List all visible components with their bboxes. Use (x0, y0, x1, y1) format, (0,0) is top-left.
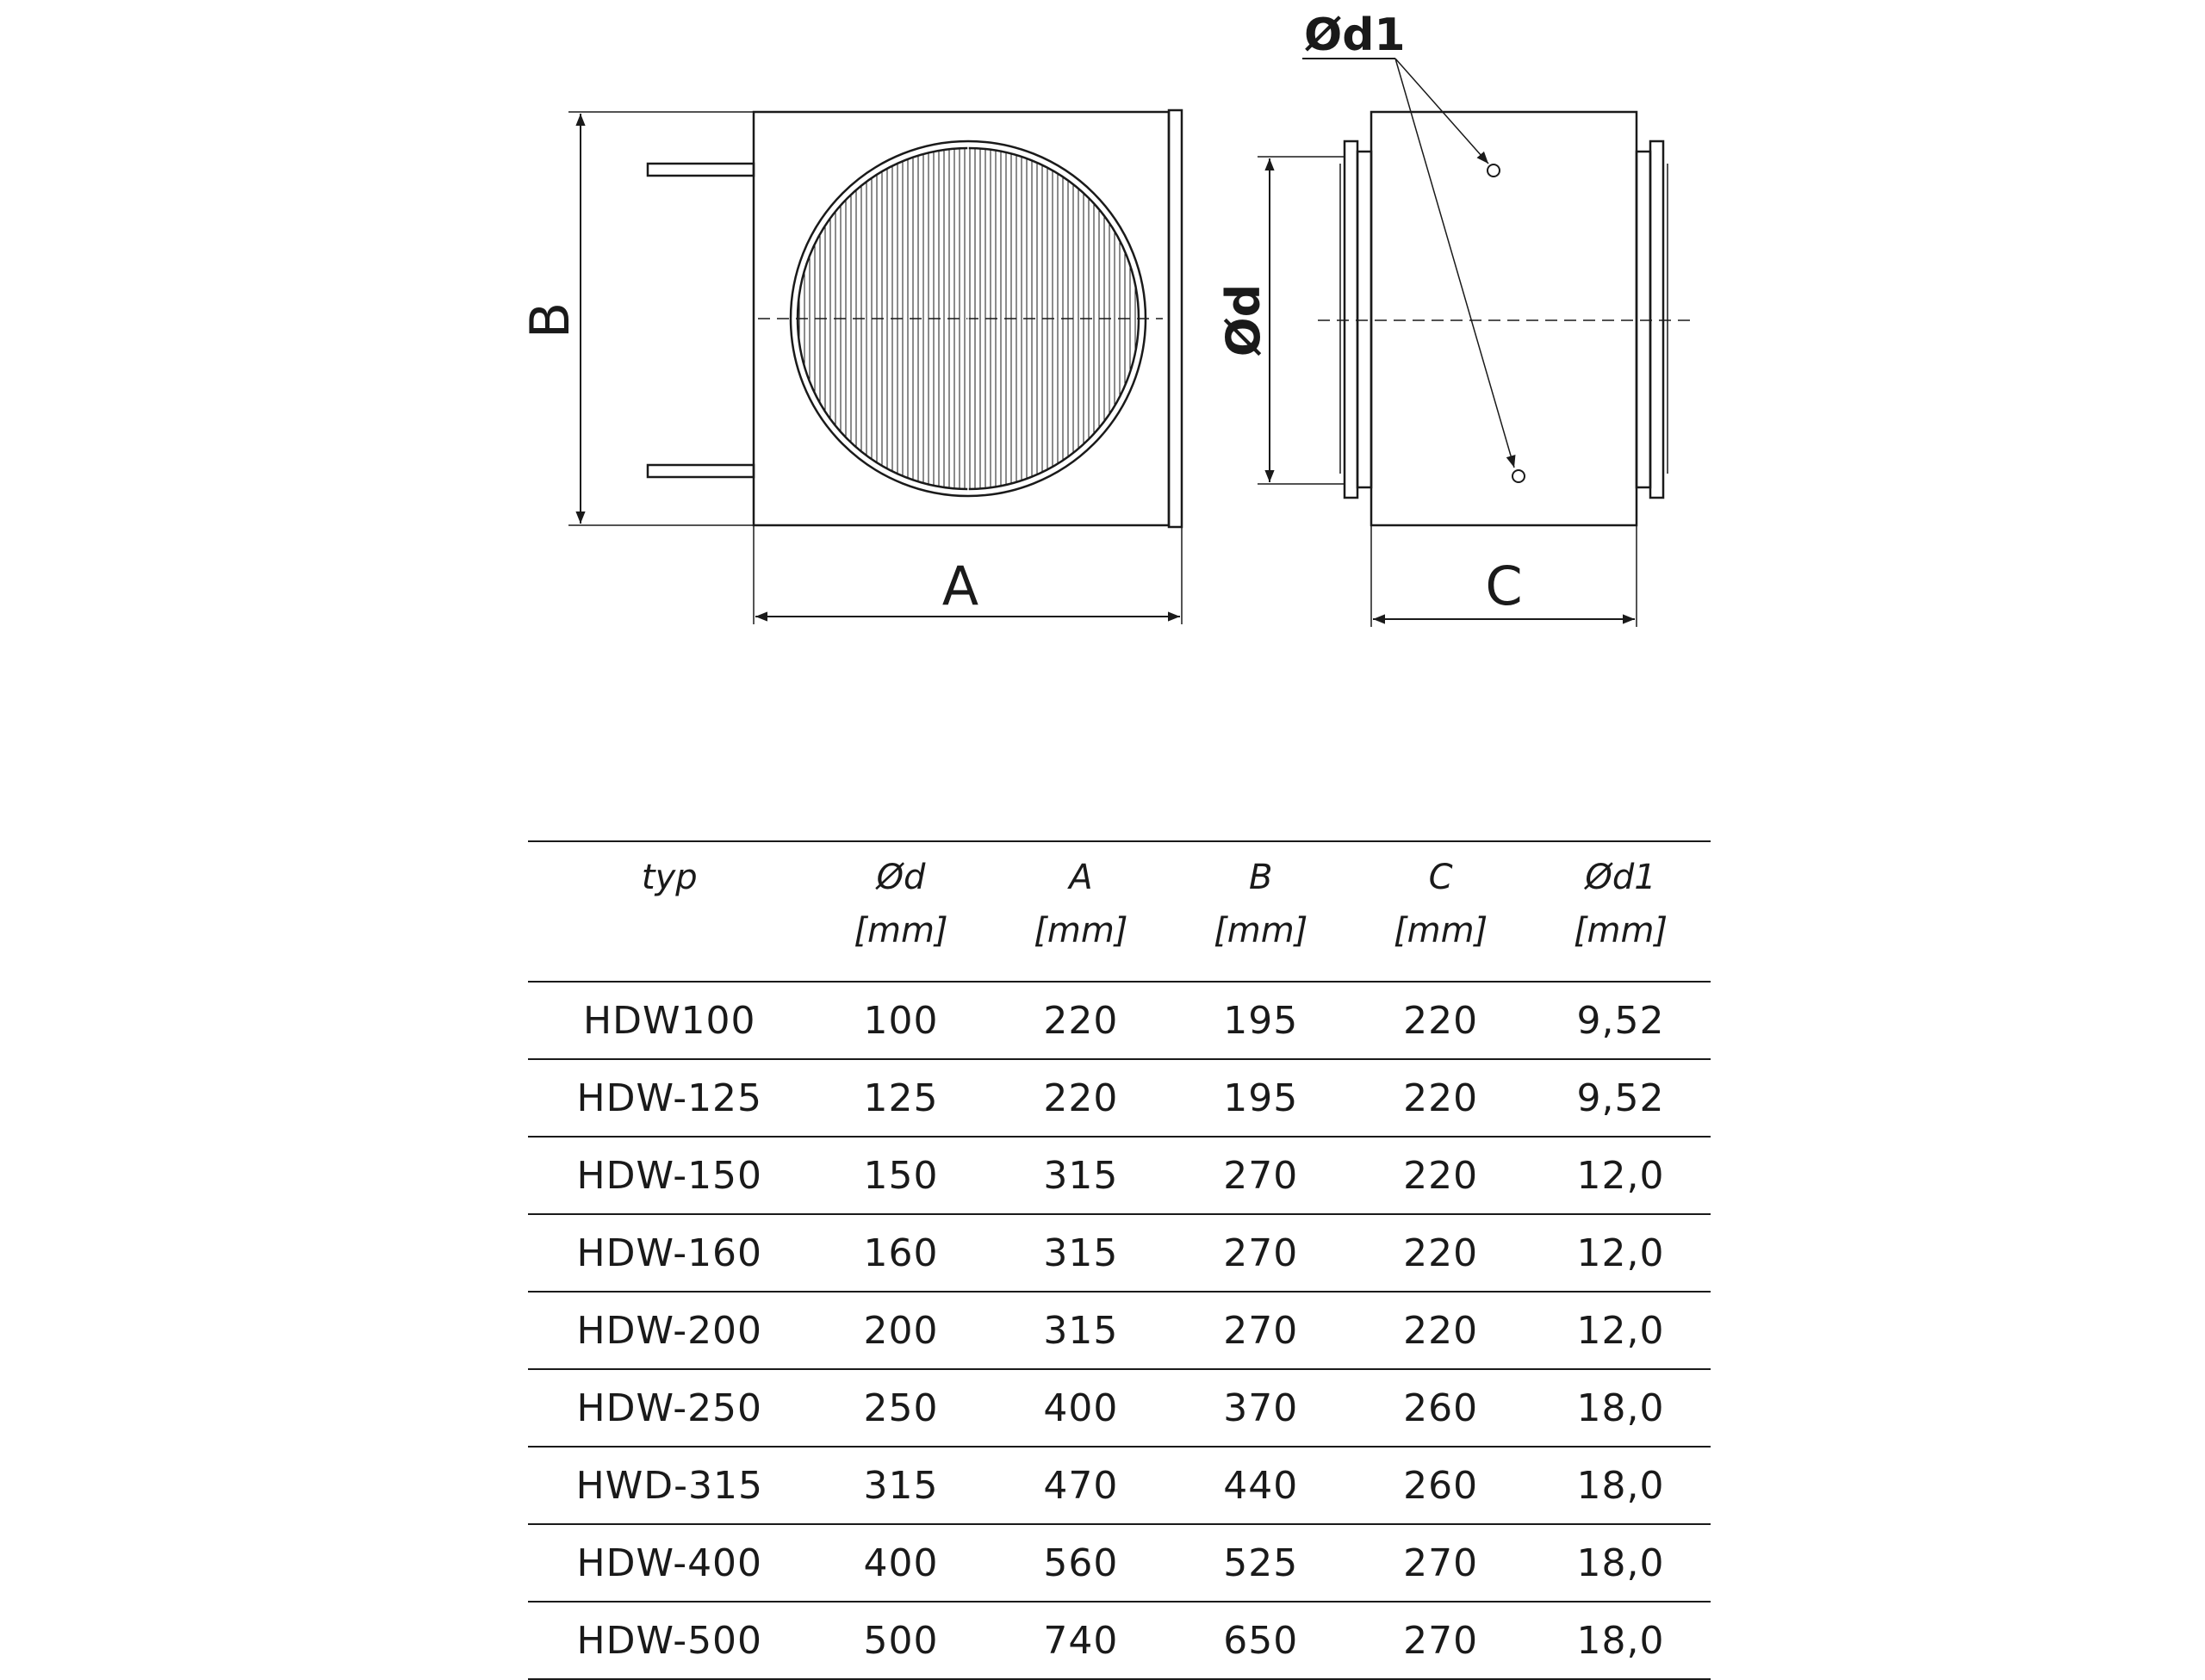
column-header-unit: [mm] (1573, 911, 1668, 951)
side-view (1258, 59, 1697, 627)
connection-port-lower (1512, 470, 1525, 482)
table-cell: 195 (1171, 982, 1351, 1059)
column-header (1351, 841, 1531, 982)
table-cell: 650 (1171, 1602, 1351, 1679)
table-row (528, 982, 1711, 1059)
table-cell: 160 (811, 1214, 991, 1292)
column-header-unit: [mm] (1394, 911, 1488, 951)
table-cell: 250 (811, 1369, 991, 1447)
front-flange (1169, 110, 1182, 527)
table-cell: 270 (1351, 1602, 1531, 1679)
table-cell: HDW-250 (528, 1369, 811, 1447)
column-header-name: B (1249, 858, 1273, 897)
column-header (1531, 841, 1711, 982)
table-cell: 260 (1351, 1369, 1531, 1447)
dimension-b-label: B (519, 301, 581, 339)
table-cell: 125 (811, 1059, 991, 1137)
table-cell: 18,0 (1531, 1602, 1711, 1679)
upper-pipe (648, 164, 754, 176)
table-cell: HDW-400 (528, 1524, 811, 1602)
table-cell: 525 (1171, 1524, 1351, 1602)
dimension-d1-label: Ød1 (1304, 9, 1406, 61)
table-cell: 370 (1171, 1369, 1351, 1447)
table-cell: 270 (1171, 1214, 1351, 1292)
specification-table (528, 840, 1711, 1680)
table-cell: 470 (991, 1447, 1171, 1524)
dimension-a-label: A (941, 555, 979, 617)
table-cell: 9,52 (1531, 982, 1711, 1059)
table-cell: 400 (811, 1524, 991, 1602)
table-cell: 740 (991, 1602, 1171, 1679)
column-header-unit: [mm] (1214, 911, 1308, 951)
table-cell: 220 (991, 982, 1171, 1059)
column-header (991, 841, 1171, 982)
table-cell: HDW-125 (528, 1059, 811, 1137)
table-cell: 270 (1351, 1524, 1531, 1602)
table-cell: 220 (1351, 1059, 1531, 1137)
table-cell: 560 (991, 1524, 1171, 1602)
table-cell: 315 (991, 1292, 1171, 1369)
table-cell: 270 (1171, 1137, 1351, 1214)
side-housing (1371, 112, 1637, 525)
column-header-name: C (1428, 858, 1453, 897)
table-cell: 400 (991, 1369, 1171, 1447)
table-row (528, 1137, 1711, 1214)
lower-pipe (648, 465, 754, 477)
column-header (1171, 841, 1351, 982)
table-row (528, 1447, 1711, 1524)
table-cell: 18,0 (1531, 1447, 1711, 1524)
table-row (528, 1602, 1711, 1679)
d1-leader-2 (1395, 59, 1514, 468)
column-header-name: Ød1 (1585, 858, 1656, 897)
table-cell: 18,0 (1531, 1369, 1711, 1447)
table-cell: HDW-160 (528, 1214, 811, 1292)
table-row (528, 1059, 1711, 1137)
table-cell: 150 (811, 1137, 991, 1214)
table-body (528, 982, 1711, 1679)
column-header-name: A (1069, 858, 1093, 897)
table-cell: 12,0 (1531, 1214, 1711, 1292)
table-row (528, 1524, 1711, 1602)
table-cell: HDW100 (528, 982, 811, 1059)
connection-port-upper (1488, 164, 1500, 177)
column-header (811, 841, 991, 982)
column-header-unit: [mm] (1034, 911, 1128, 951)
column-header-name: Ød (876, 858, 926, 897)
table-row (528, 1369, 1711, 1447)
table-row (528, 1214, 1711, 1292)
table-cell: 195 (1171, 1059, 1351, 1137)
table-cell: 315 (991, 1214, 1171, 1292)
table-cell: 315 (811, 1447, 991, 1524)
column-header-unit: [mm] (854, 911, 948, 951)
table-cell: HDW-150 (528, 1137, 811, 1214)
table-cell: 220 (991, 1059, 1171, 1137)
dimension-d-label: Ød (1216, 283, 1270, 357)
column-header (528, 841, 811, 982)
table-header-row (528, 841, 1711, 982)
technical-drawing (0, 0, 2205, 775)
table-cell: HDW-200 (528, 1292, 811, 1369)
table-cell: 200 (811, 1292, 991, 1369)
table-cell: HWD-315 (528, 1447, 811, 1524)
column-header-name: typ (641, 858, 698, 897)
table-cell: 500 (811, 1602, 991, 1679)
table-cell: HDW-500 (528, 1602, 811, 1679)
table-cell: 12,0 (1531, 1137, 1711, 1214)
table-cell: 220 (1351, 1214, 1531, 1292)
front-view (568, 110, 1182, 624)
table-cell: 315 (991, 1137, 1171, 1214)
table-cell: 100 (811, 982, 991, 1059)
table-cell: 220 (1351, 982, 1531, 1059)
table-cell: 9,52 (1531, 1059, 1711, 1137)
table-cell: 440 (1171, 1447, 1351, 1524)
table-cell: 260 (1351, 1447, 1531, 1524)
table-cell: 220 (1351, 1292, 1531, 1369)
table-cell: 220 (1351, 1137, 1531, 1214)
table-cell: 18,0 (1531, 1524, 1711, 1602)
table-cell: 12,0 (1531, 1292, 1711, 1369)
table-row (528, 1292, 1711, 1369)
dimension-c-label: C (1485, 555, 1523, 617)
table-cell: 270 (1171, 1292, 1351, 1369)
